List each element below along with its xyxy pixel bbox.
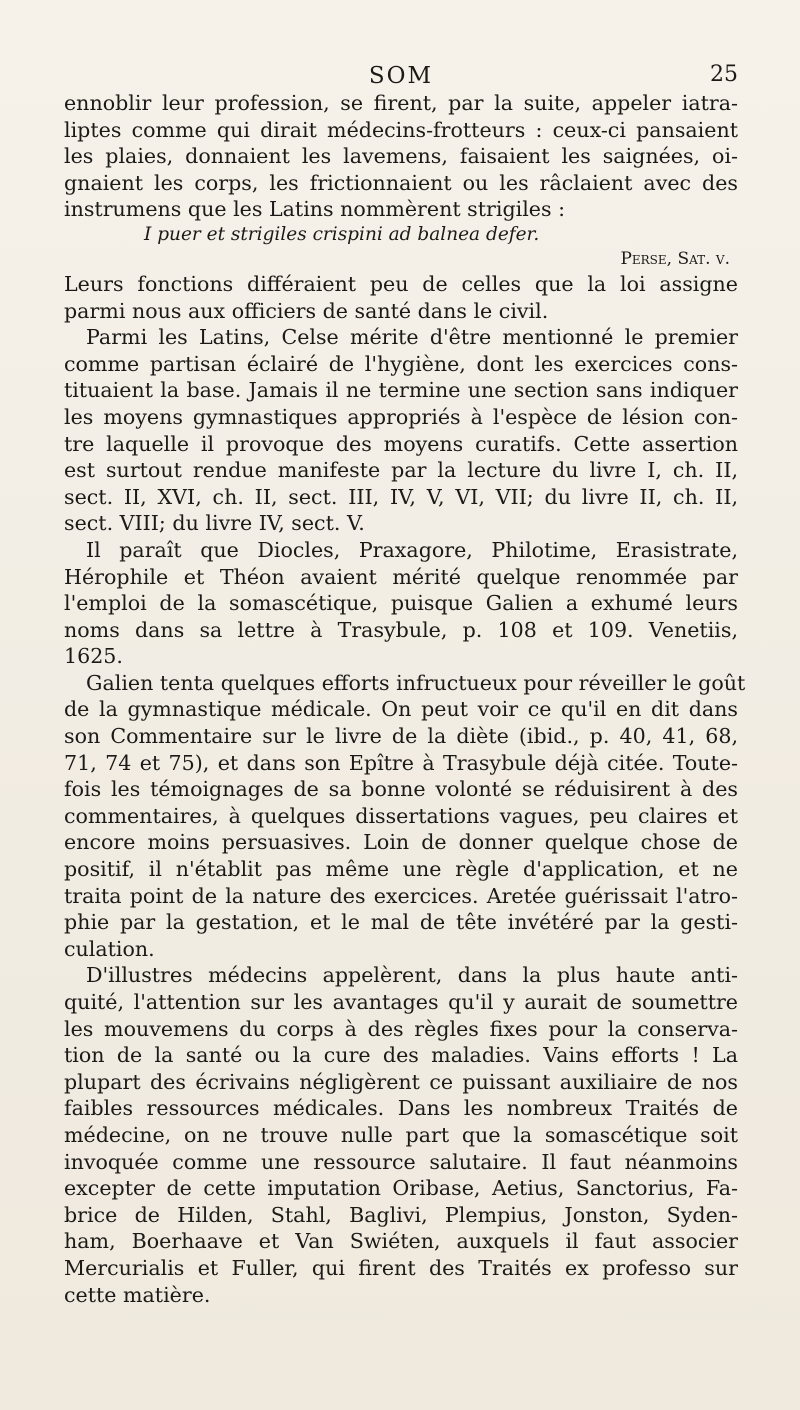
- text-line: gnaient les corps, les frictionnaient ou les râclaient avec des: [64, 170, 738, 195]
- verse-citation: Perse, Sat. v.: [620, 248, 730, 269]
- text-line: les mouvemens du corps à des règles fixes pour la conserva-: [64, 1016, 738, 1041]
- text-line: instrumens que les Latins nommèrent strigiles :: [64, 197, 566, 222]
- verse-quote: I puer et strigiles crispini ad balnea defer.: [144, 223, 540, 245]
- text-line: ennoblir leur profession, se firent, par la suite, appeler iatra-: [64, 91, 738, 115]
- text-line: tre laquelle il provoque des moyens curatifs. Cette assertion: [64, 431, 738, 456]
- text-line: ham, Boerhaave et Van Swiéten, auxquels il faut associer: [64, 1229, 738, 1254]
- text-line: tituaient la base. Jamais il ne termine une section sans indiquer: [64, 378, 738, 403]
- text-line: Galien tenta quelques efforts infructueux pour réveiller le goût: [86, 670, 746, 695]
- paragraph-1: [64, 90, 738, 223]
- text-line: excepter de cette imputation Oribase, Aetius, Sanctorius, Fa-: [64, 1176, 738, 1201]
- text-line: 1625.: [64, 644, 123, 669]
- text-line: noms dans sa lettre à Trasybule, p. 108 et 109. Venetiis,: [64, 617, 738, 642]
- text-line: fois les témoignages de sa bonne volonté se réduisirent à des: [64, 777, 738, 802]
- text-line: médecine, on ne trouve nulle part que la somascétique soit: [64, 1122, 738, 1147]
- paragraph-4: [64, 537, 738, 670]
- text-line: tion de la santé ou la cure des maladies. Vains efforts ! La: [64, 1043, 738, 1068]
- text-line: l'emploi de la somascétique, puisque Galien a exhumé leurs: [64, 591, 738, 616]
- text-line: faibles ressources médicales. Dans les nombreux Traités de: [64, 1096, 738, 1121]
- text-line: quité, l'attention sur les avantages qu'il y aurait de soumettre: [64, 990, 738, 1014]
- text-line: sect. II, XVI, ch. II, sect. III, IV, V, VI, VII; du livre II, ch. II,: [64, 484, 738, 509]
- text-line: culation.: [64, 936, 155, 961]
- paragraph-5: [64, 670, 746, 963]
- text-line: invoquée comme une ressource salutaire. Il faut néanmoins: [64, 1149, 738, 1174]
- text-line: cette matière.: [64, 1282, 211, 1307]
- running-head: SOM: [368, 63, 434, 89]
- text-line: commentaires, à quelques dissertations vagues, peu claires et: [64, 803, 738, 828]
- text-line: sect. VIII; du livre IV, sect. V.: [64, 511, 365, 536]
- text-line: encore moins persuasives. Loin de donner quelque chose de: [64, 830, 738, 855]
- text-line: de la gymnastique médicale. On peut voir ce qu'il en dit dans: [64, 697, 738, 722]
- text-line: les moyens gymnastiques appropriés à l'espèce de lésion con-: [64, 404, 738, 429]
- text-line: phie par la gestation, et le mal de tête invétéré par la gesti-: [64, 910, 738, 935]
- paragraph-6: [64, 962, 738, 1308]
- page-number: 25: [710, 62, 738, 87]
- text-line: comme partisan éclairé de l'hygiène, dont les exercices cons-: [64, 351, 738, 376]
- body-text: [64, 90, 746, 1308]
- paragraph-2: [64, 271, 738, 324]
- text-line: plupart des écrivains négligèrent ce puissant auxiliaire de nos: [64, 1069, 738, 1094]
- text-line: Il paraît que Diocles, Praxagore, Philotime, Erasistrate,: [86, 537, 738, 562]
- text-line: les plaies, donnaient les lavemens, faisaient les saignées, oi-: [64, 144, 738, 169]
- text-line: Leurs fonctions différaient peu de celles que la loi assigne: [64, 271, 738, 296]
- text-line: parmi nous aux officiers de santé dans le civil.: [64, 298, 549, 323]
- text-line: 71, 74 et 75), et dans son Epître à Trasybule déjà citée. Toute-: [64, 750, 738, 775]
- text-line: brice de Hilden, Stahl, Baglivi, Plempius, Jonston, Syden-: [64, 1202, 738, 1227]
- text-line: est surtout rendue manifeste par la lecture du livre I, ch. II,: [64, 458, 738, 483]
- text-line: Parmi les Latins, Celse mérite d'être mentionné le premier: [86, 325, 738, 350]
- text-line: Mercurialis et Fuller, qui firent des Traités ex professo sur: [64, 1255, 738, 1280]
- page-header: [64, 0, 738, 90]
- paragraph-3: [64, 324, 738, 537]
- text-line: son Commentaire sur le livre de la diète (ibid., p. 40, 41, 68,: [64, 724, 738, 749]
- text-line: liptes comme qui dirait médecins-frotteurs : ceux-ci pansaient: [64, 117, 738, 142]
- text-line: traita point de la nature des exercices. Aretée guérissait l'atro-: [64, 883, 738, 908]
- text-line: D'illustres médecins appelèrent, dans la plus haute anti-: [86, 963, 738, 988]
- text-line: positif, il n'établit pas même une règle d'application, et ne: [64, 857, 738, 882]
- text-line: Hérophile et Théon avaient mérité quelque renommée par: [64, 564, 738, 589]
